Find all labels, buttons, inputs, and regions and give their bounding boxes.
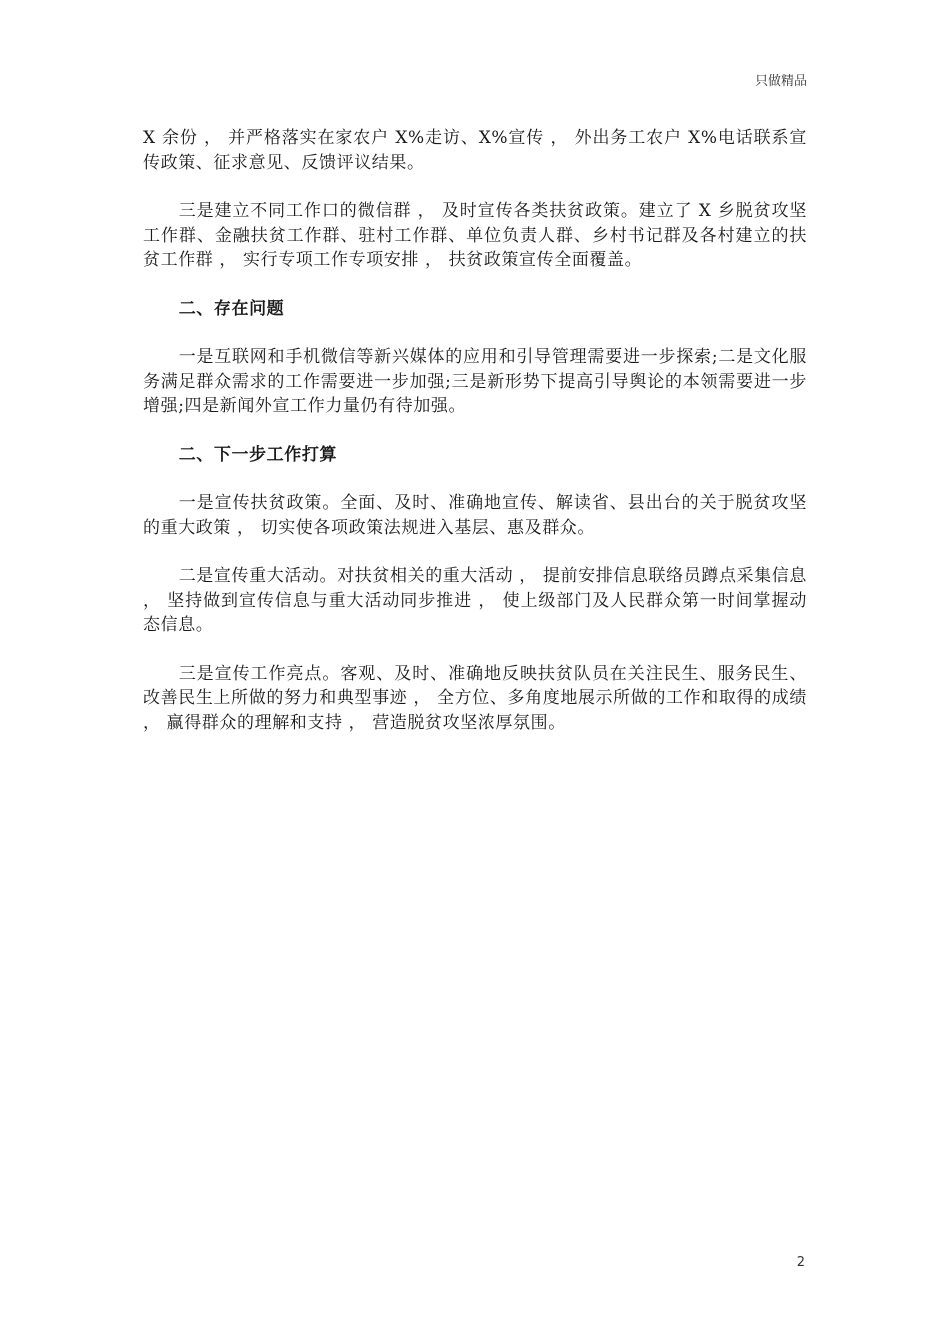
paragraph-highlights: 三是宣传工作亮点。客观、及时、准确地反映扶贫队员在关注民生、服务民生、改善民生上所做的努力和典型事迹 ， 全方位、多角度地展示所做的工作和取得的成绩 ， 赢得群众的理解和支持 ， 营造脱贫攻坚浓厚氛围。 xyxy=(143,663,807,733)
paragraph-continuation: X 余份 ， 并严格落实在家农户 X%走访、X%宣传 ， 外出务工农户 X%电话联系宣传政策、征求意见、反馈评议结果。 xyxy=(143,128,807,173)
header-watermark-text: 只做精品 xyxy=(754,74,807,89)
paragraph-major-activities: 二是宣传重大活动。对扶贫相关的重大活动 ， 提前安排信息联络员蹲点采集信息 ， 坚持做到宣传信息与重大活动同步推进 ， 使上级部门及人民群众第一时间掌握动态信息。 xyxy=(143,566,807,635)
section-heading-next-steps: 二、下一步工作打算 xyxy=(178,444,338,465)
page-number: 2 xyxy=(796,1255,805,1270)
paragraph-wechat-groups: 三是建立不同工作口的微信群 ， 及时宣传各类扶贫政策。建立了 X 乡脱贫攻坚工作群、金融扶贫工作群、驻村工作群、单位负责人群、乡村书记群及各村建立的扶贫工作群 ， 实行专项工作专项安排 ， 扶贫政策宣传全面覆盖。 xyxy=(143,201,807,270)
section-heading-problems: 二、存在问题 xyxy=(178,298,285,319)
document-body xyxy=(143,126,807,759)
paragraph-policy-publicity: 一是宣传扶贫政策。全面、及时、准确地宣传、解读省、县出台的关于脱贫攻坚的重大政策 ， 切实使各项政策法规进入基层、惠及群众。 xyxy=(143,493,807,538)
paragraph-problems: 一是互联网和手机微信等新兴媒体的应用和引导管理需要进一步探索;二是文化服务满足群众需求的工作需要进一步加强;三是新形势下提高引导舆论的本领需要进一步增强;四是新闻外宣工作力量仍有待加强。 xyxy=(143,347,807,416)
